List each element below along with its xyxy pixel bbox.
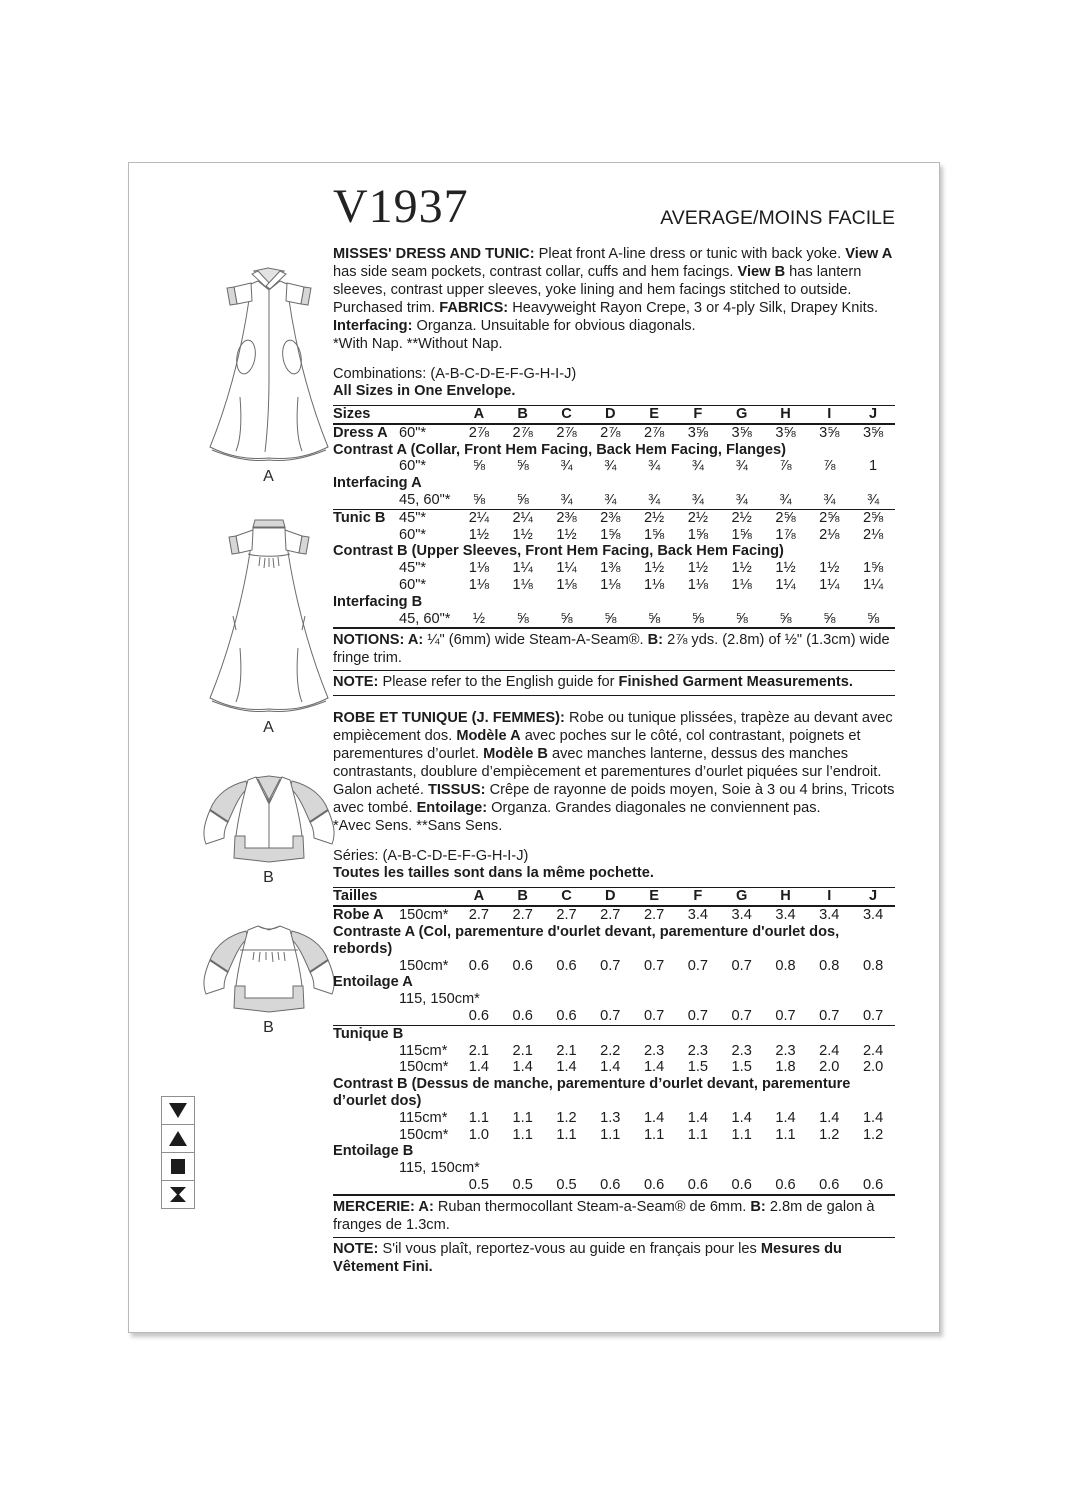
- yardage-table-english-row: 45, 60"* ⅝ ⅝ ¾ ¾ ¾ ¾ ¾ ¾ ¾ ¾: [399, 491, 880, 508]
- yardage-table-english-row: Interfacing B: [333, 593, 423, 610]
- yardage-table-french-row: Contraste A (Col, parementure d'ourlet devant, parementure d'ourlet dos, rebords): [333, 923, 840, 957]
- dress-a-front-drawing: [194, 257, 344, 465]
- yardage-table-english-row: 60"* ⅝ ⅝ ¾ ¾ ¾ ¾ ¾ ⅞ ⅞ 1: [399, 458, 878, 475]
- yardage-table-french-row: 115cm* 2.1 2.1 2.1 2.2 2.3 2.3 2.3 2.3 2.4 2.4: [399, 1042, 884, 1059]
- difficulty-rating: AVERAGE/MOINS FACILE: [660, 207, 895, 229]
- english-description: MISSES' DRESS AND TUNIC: Pleat front A-line dress or tunic with back yoke. View A has side seam pockets, contrast collar, cuffs and hem facings. View B has lantern sleeves, contrast upper sleeves, yoke lining and hem facings stitched to outside. Purchased trim. FABRICS: Heavyweight Rayon Crepe, 3 or 4-ply Silk, Drapey Knits. Interfacing: Organza. Unsuitable for obvious diagonals. *With Nap. **Without Nap.: [333, 246, 893, 352]
- all-sizes-line: All Sizes in One Envelope.: [333, 383, 516, 399]
- dress-a-front-illustration: [181, 257, 357, 486]
- yardage-table-french-row: 115cm* 1.1 1.1 1.2 1.3 1.4 1.4 1.4 1.4 1.4 1.4: [399, 1109, 884, 1126]
- english-combinations: [333, 366, 895, 400]
- triangle-up-icon: [161, 1124, 195, 1153]
- yardage-table-french-row: 115, 150cm*: [399, 991, 480, 1008]
- dress-a-back-illustration: [181, 508, 357, 737]
- yardage-table-english-row: 45"* 1⅛ 1¼ 1¼ 1⅜ 1½ 1½ 1½ 1½ 1½ 1⅝: [399, 560, 884, 577]
- mercerie-paragraph: MERCERIE: A: Ruban thermocollant Steam-a-Seam® de 6mm. B: 2.8m de galon à franges de 1.3cm.: [333, 1196, 895, 1238]
- illustration-label: B: [263, 1019, 275, 1036]
- pattern-number: V1937: [333, 180, 469, 233]
- yardage-table-english-row: 45, 60"* ½ ⅝ ⅝ ⅝ ⅝ ⅝ ⅝ ⅝ ⅝ ⅝: [399, 610, 880, 627]
- yardage-table-french-row: 150cm* 0.6 0.6 0.6 0.7 0.7 0.7 0.7 0.8 0.8 0.8: [399, 957, 884, 974]
- french-note: NOTE: S'il vous plaît, reportez-vous au guide en français pour les Mesures du Vêtement Fini.: [333, 1240, 842, 1275]
- yardage-table-french-row: Entoilage B: [333, 1143, 414, 1160]
- tunic-b-front-illustration: [181, 768, 357, 887]
- yardage-table-english-row: Contrast B (Upper Sleeves, Front Hem Facing, Back Hem Facing): [333, 543, 784, 560]
- yardage-table-english-row: Sizes A B C D E F G H I J: [333, 405, 895, 425]
- yardage-table-french-row: 0.6 0.6 0.6 0.7 0.7 0.7 0.7 0.7 0.7 0.7: [468, 1007, 884, 1024]
- yardage-table-french-row: 0.5 0.5 0.5 0.6 0.6 0.6 0.6 0.6 0.6 0.6: [468, 1176, 884, 1193]
- tunic-b-front-drawing: [184, 768, 354, 866]
- yardage-table-french-row: Tunique B: [333, 1025, 895, 1043]
- yardage-table-french-row: Entoilage A: [333, 974, 413, 991]
- yardage-table-english-row: 60"* 1½ 1½ 1½ 1⅝ 1⅝ 1⅝ 1⅝ 1⅞ 2⅛ 2⅛: [399, 526, 884, 543]
- yardage-table-english-row: Tunic B 45"* 2¼ 2¼ 2⅜ 2⅜ 2½ 2½ 2½ 2⅝ 2⅝ 2⅝: [333, 509, 895, 527]
- notions-paragraph: NOTIONS: A: ¼" (6mm) wide Steam-A-Seam®. B: 2⅞ yds. (2.8m) of ½" (1.3cm) wide fringe trim.: [333, 629, 895, 671]
- yardage-table-french-row: Contrast B (Dessus de manche, parementure d’ourlet devant, parementure d’ourlet dos): [333, 1076, 851, 1109]
- french-description: ROBE ET TUNIQUE (J. FEMMES): Robe ou tunique plissées, trapèze au devant avec empiècement dos. Modèle A avec poches sur le côté, col contrastant, poignets et parementures d’ourlet. Modèle B avec manches lanterne, dessus des manches contrastants, doublure d’empiècement et parementures d’ourlet piquées sur l’endroit. Galon acheté. TISSUS: Crêpe de rayonne de poids moyen, Soie à 3 ou 4 brins, Tricots avec tombé. Entoilage: Organza. Grandes diagonales ne conviennent pas. *Avec Sens. **Sans Sens.: [333, 710, 895, 835]
- combinations-line: Combinations: (A-B-C-D-E-F-G-H-I-J): [333, 366, 577, 382]
- english-note: NOTE: Please refer to the English guide for Finished Garment Measurements.: [333, 671, 895, 696]
- cutting-layout-symbols: [161, 1097, 195, 1209]
- pattern-envelope-back: [128, 162, 940, 1333]
- tunic-b-back-illustration: [181, 918, 357, 1037]
- yardage-table-french-row: 150cm* 1.4 1.4 1.4 1.4 1.4 1.5 1.5 1.8 2.0 2.0: [399, 1059, 884, 1076]
- all-sizes-line-french: Toutes les tailles sont dans la même pochette.: [333, 865, 654, 882]
- tunic-b-back-drawing: [184, 918, 354, 1016]
- dress-a-back-drawing: [194, 508, 344, 716]
- yardage-table-english-row: 60"* 1⅛ 1⅛ 1⅛ 1⅛ 1⅛ 1⅛ 1⅛ 1¼ 1¼ 1¼: [399, 576, 884, 593]
- square-icon: [161, 1152, 195, 1181]
- illustration-label: A: [263, 719, 275, 736]
- yardage-table-english: [333, 405, 895, 629]
- triangle-down-icon: [161, 1096, 195, 1125]
- illustration-label: A: [263, 468, 275, 485]
- yardage-table-french-row: 115, 150cm*: [399, 1160, 480, 1177]
- masthead: [333, 180, 895, 233]
- yardage-table-french-row: Robe A 150cm* 2.7 2.7 2.7 2.7 2.7 3.4 3.4 3.4 3.4 3.4: [333, 907, 884, 924]
- french-series: [333, 848, 895, 882]
- yardage-table-english-row: Contrast A (Collar, Front Hem Facing, Back Hem Facing, Flanges): [333, 441, 787, 458]
- illustration-label: B: [263, 869, 275, 886]
- yardage-table-english-row: Interfacing A: [333, 475, 422, 492]
- series-line: Séries: (A-B-C-D-E-F-G-H-I-J): [333, 848, 529, 865]
- hourglass-icon: [161, 1180, 195, 1209]
- yardage-table-french-row: 150cm* 1.0 1.1 1.1 1.1 1.1 1.1 1.1 1.1 1.2 1.2: [399, 1126, 884, 1143]
- yardage-table-french: [333, 887, 895, 1195]
- text-column: [333, 180, 895, 1280]
- yardage-table-english-row: Dress A 60"* 2⅞ 2⅞ 2⅞ 2⅞ 2⅞ 3⅝ 3⅝ 3⅝ 3⅝ 3⅝: [333, 424, 884, 441]
- yardage-table-french-row: Tailles A B C D E F G H I J: [333, 887, 895, 907]
